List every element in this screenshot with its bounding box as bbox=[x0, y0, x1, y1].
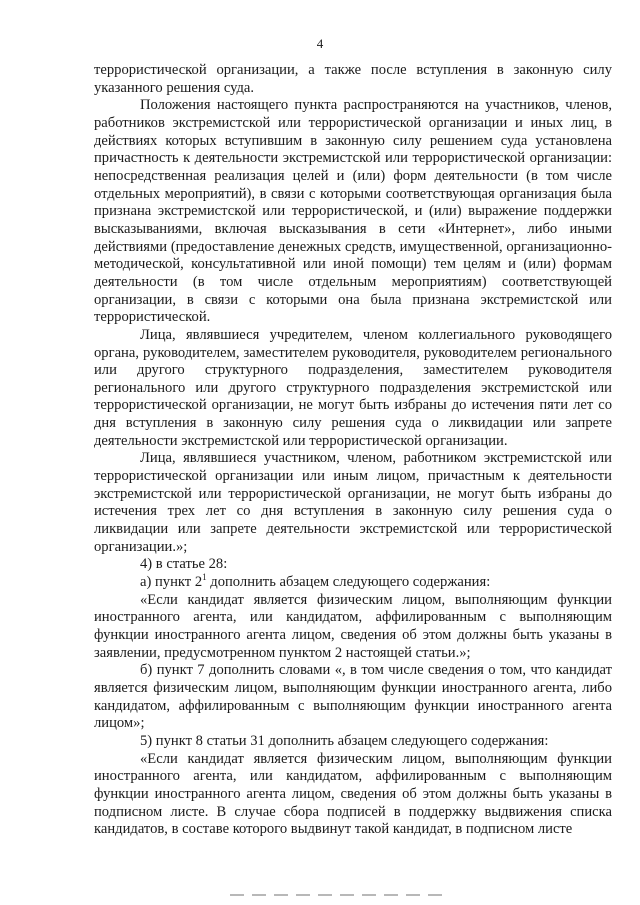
page-number: 4 bbox=[316, 36, 324, 51]
paragraph-provisions-scope: Положения настоящего пункта распространяются на участников, членов, работников экстремистской или террористической организации и иных лиц, в действиях которых вступившим в законную силу решением суда установлена причастность к деятельности экстремистской или террористической организации: непосредственная реализация целей и (или) форм деятельности (в том числе отдельных мероприятий), в связи с которыми соответствующая организация была признана экстремистской или террористической, и (или) выражение поддержки высказываниями, включая высказывания в сети «Интернет», либо иными действиями (предоставление денежных средств, имущественной, организационно-методической, консультативной или иной помощи) тем целям и (или) формам деятельности (в том числе отдельным мероприятиям) соответствующей организации, в связи с которыми она была признана экстремистской или террористической. bbox=[94, 97, 612, 326]
paragraph-quote-signature-sheet: «Если кандидат является физическим лицом, выполняющим функции иностранного агента, или кандидатом, аффилированным с выполняющим функции иностранного агента лицом, сведения об этом должны быть указаны в подписном листе. В случае сбора подписей в поддержку выдвижения списка кандидатов, в составе которого выдвинут такой кандидат, в подписном листе bbox=[94, 750, 612, 838]
paragraph-item-4b: б) пункт 7 дополнить словами «, в том числе сведения о том, что кандидат является физическим лицом, выполняющим функции иностранного агента, либо кандидатом, аффилированным с выполняющим функции иностранного агента лицом»; bbox=[94, 662, 612, 732]
paragraph-participants-restriction: Лица, являвшиеся участником, членом, работником экстремистской или террористической организации или иным лицом, причастным к деятельности экстремистской или террористической организации, не могут быть избраны до истечения трех лет со дня вступления в законную силу решения суда о ликвидации или запрете деятельности экстремистской или террористической организации.»; bbox=[94, 450, 612, 555]
item-a-superscript: 1 bbox=[202, 572, 207, 583]
paragraph-continuation: террористической организации, а также после вступления в законную силу указанного решения суда. bbox=[94, 62, 612, 96]
paragraph-quote-foreign-agent-statement: «Если кандидат является физическим лицом, выполняющим функции иностранного агента, или кандидатом, аффилированным с выполняющим функции иностранного агента лицом, сведения об этом должны быть указаны в заявлении, предусмотренном пунктом 2 настоящей статьи.»; bbox=[94, 591, 612, 661]
paragraph-item-5: 5) пункт 8 статьи 31 дополнить абзацем следующего содержания: bbox=[140, 732, 549, 749]
paragraph-item-4a bbox=[94, 574, 612, 592]
paragraph-founders-restriction: Лица, являвшиеся учредителем, членом коллегиального руководящего органа, руководителем, заместителем руководителя, руководителем регионального или другого структурного подразделения, заместителем руководителя регионального или другого структурного подразделения экстремистской или террористической организации, не могут быть избраны до истечения пяти лет со дня вступления в законную силу решения суда о ликвидации или запрете деятельности экстремистской или террористической организации. bbox=[94, 326, 612, 449]
paragraph-item-4: 4) в статье 28: bbox=[140, 556, 228, 573]
document-body bbox=[94, 62, 612, 839]
scan-artifact-line bbox=[230, 894, 450, 896]
item-a-before: а) пункт 2 bbox=[140, 574, 203, 591]
item-a-after: дополнить абзацем следующего содержания: bbox=[206, 574, 491, 591]
